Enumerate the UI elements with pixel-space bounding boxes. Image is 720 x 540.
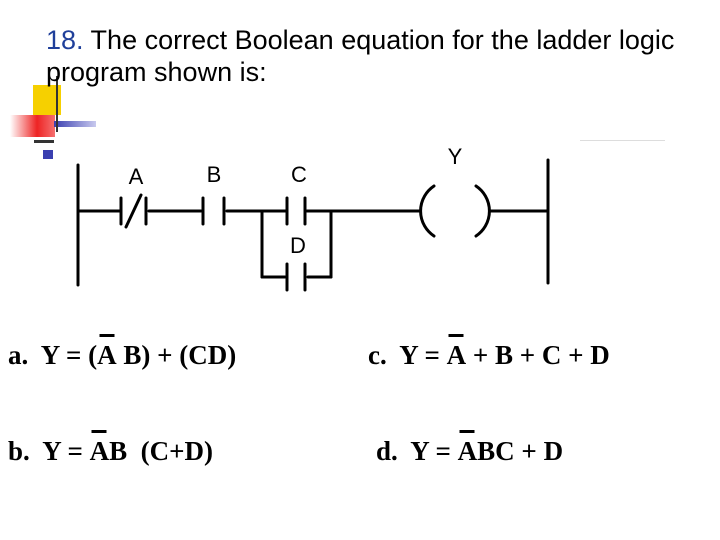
choice-c[interactable]: c. Y = A + B + C + D (368, 340, 610, 370)
choice-b-letter: b. (8, 436, 30, 466)
overbar-a: A (97, 340, 117, 370)
label-c: C (291, 162, 307, 187)
contact-a-nc (121, 195, 146, 227)
label-a: A (128, 164, 144, 189)
question-text: The correct Boolean equation for the ladder logic program shown is: (46, 25, 675, 87)
overbar-a: A (446, 340, 467, 370)
question-number: 18. (46, 25, 84, 55)
overbar-a: A (457, 436, 478, 466)
coil-y (421, 186, 490, 236)
label-d: D (290, 233, 306, 258)
contact-d (287, 264, 305, 290)
label-y: Y (447, 144, 463, 169)
choice-b[interactable]: b. Y = AB (C+D) (8, 436, 214, 466)
choice-c-letter: c. (368, 340, 387, 370)
choice-d[interactable]: d. Y = ABC + D (376, 436, 564, 466)
label-b: B (206, 162, 222, 187)
choice-a[interactable]: a. Y = (A B) + (CD) (8, 340, 237, 370)
choice-d-letter: d. (376, 436, 398, 466)
contact-b (203, 198, 224, 224)
overbar-a: A (89, 436, 110, 466)
contact-c (287, 198, 305, 224)
choice-a-letter: a. (8, 340, 29, 370)
